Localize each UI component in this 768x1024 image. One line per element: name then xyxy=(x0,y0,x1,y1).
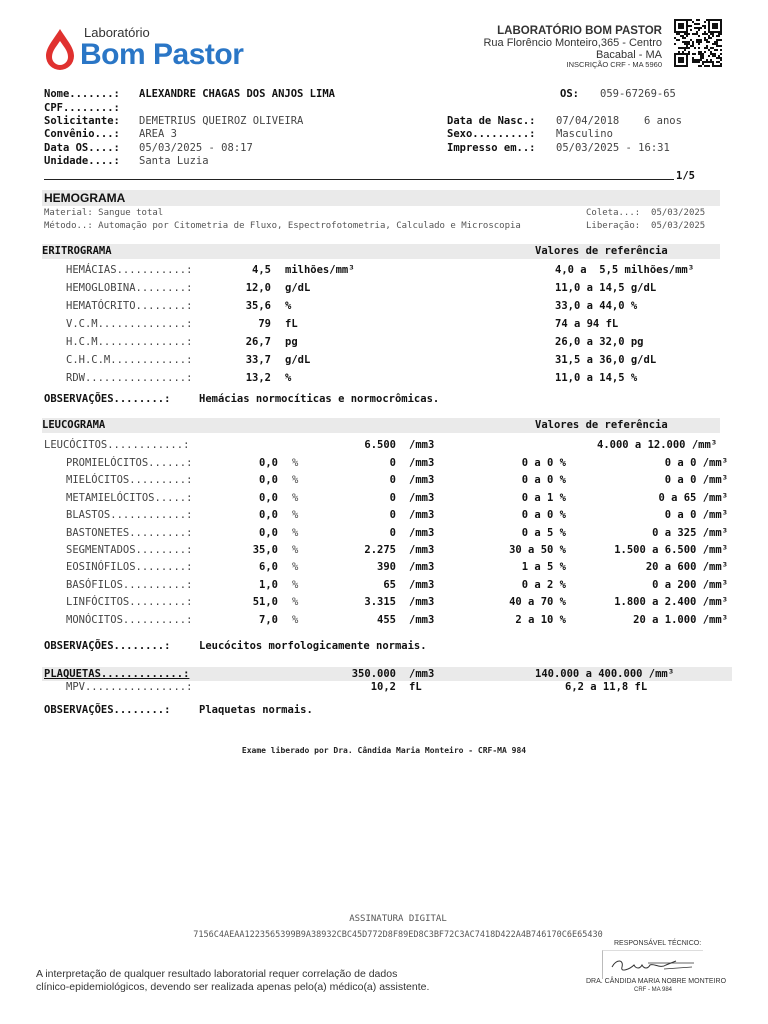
row-pct-unit: % xyxy=(292,474,299,487)
row-pct-unit: % xyxy=(292,526,299,539)
row-label: C.H.C.M............: xyxy=(66,354,193,366)
row-unit: fL xyxy=(285,318,298,330)
row-ref-abs: 0 a 0 /mm³ xyxy=(664,509,728,522)
row-abs: 65 xyxy=(383,578,396,591)
footer-line-1: A interpretação de qualquer resultado laboratorial requer correlação de dados xyxy=(36,968,398,980)
row-pct-unit: % xyxy=(292,509,299,522)
row-unit: milhões/mm³ xyxy=(285,264,355,276)
eritrograma-obs: Hemácias normocíticas e normocrômicas. xyxy=(199,393,440,405)
row-abs-unit: /mm3 xyxy=(409,474,435,487)
row-label: RDW................: xyxy=(66,372,193,384)
signature-title: ASSINATURA DIGITAL xyxy=(349,914,447,924)
row-label: MONÓCITOS..........: xyxy=(66,613,193,626)
row-label: PROMIELÓCITOS......: xyxy=(66,457,193,469)
row-abs-unit: /mm3 xyxy=(409,526,435,539)
row-pct: 6,0 xyxy=(259,561,278,574)
row-ref-pct: 1 a 5 % xyxy=(521,561,566,574)
convenio-label: Convênio...: xyxy=(44,128,120,140)
row-abs: 0 xyxy=(389,509,396,522)
row-unit: pg xyxy=(285,336,298,348)
row-pct: 0,0 xyxy=(259,457,278,469)
unidade: Santa Luzia xyxy=(139,155,209,167)
cpf-label: CPF........: xyxy=(44,102,120,114)
row-abs: 0 xyxy=(389,491,396,504)
row-pct: 7,0 xyxy=(259,613,278,626)
convenio: AREA 3 xyxy=(139,128,177,140)
row-pct-unit: % xyxy=(292,544,299,556)
impresso: 05/03/2025 - 16:31 xyxy=(556,142,670,154)
leucograma-ref-header: Valores de referência xyxy=(535,419,668,431)
plaquetas-ref: 140.000 a 400.000 /mm³ xyxy=(535,668,675,680)
nasc-label: Data de Nasc.: xyxy=(447,115,536,127)
row-pct-unit: % xyxy=(292,561,299,574)
leucocitos-label: LEUCÓCITOS............: xyxy=(44,439,190,451)
lab-name: LABORATÓRIO BOM PASTOR xyxy=(497,25,662,37)
row-pct-unit: % xyxy=(292,596,299,609)
row-pct-unit: % xyxy=(292,491,299,504)
row-abs-unit: /mm3 xyxy=(409,578,435,591)
row-label: HEMATÓCRITO........: xyxy=(66,300,193,312)
row-abs-unit: /mm3 xyxy=(409,491,435,504)
signature-hash: 7156C4AEAA1223565399B9A38932CBC45D772D8F89ED8C3BF72C3AC7418D422A4B746170C6E65430 xyxy=(193,930,603,940)
sexo-label: Sexo.........: xyxy=(447,128,536,140)
row-pct: 0,0 xyxy=(259,491,278,504)
lab-crf: INSCRIÇÃO CRF - MA 5960 xyxy=(566,60,662,69)
drop-icon xyxy=(44,27,76,71)
row-ref: 11,0 a 14,5 % xyxy=(555,372,638,384)
row-label: HEMOGLOBINA........: xyxy=(66,282,193,294)
row-abs: 455 xyxy=(377,613,396,626)
row-label: HEMÁCIAS...........: xyxy=(66,264,193,276)
data-os-label: Data OS....: xyxy=(44,142,120,154)
eritrograma-title: ERITROGRAMA xyxy=(42,245,112,257)
sexo: Masculino xyxy=(556,128,613,140)
row-pct: 1,0 xyxy=(259,578,278,591)
row-ref-abs: 1.500 a 6.500 /mm³ xyxy=(614,544,728,556)
row-ref-abs: 20 a 1.000 /mm³ xyxy=(633,613,728,626)
solicitante: DEMETRIUS QUEIROZ OLIVEIRA xyxy=(139,115,304,127)
row-unit: % xyxy=(285,300,292,312)
mpv-ref: 6,2 a 11,8 fL xyxy=(565,681,648,693)
row-value: 33,7 xyxy=(245,354,271,366)
row-ref-pct: 0 a 0 % xyxy=(521,457,566,469)
name-label: Nome.......: xyxy=(44,88,120,100)
mpv-value: 10,2 xyxy=(370,681,396,693)
row-ref-abs: 0 a 0 /mm³ xyxy=(664,457,728,469)
row-label: BLASTOS............: xyxy=(66,509,193,522)
divider xyxy=(44,179,674,180)
release-note: Exame liberado por Dra. Cândida Maria Monteiro - CRF-MA 984 xyxy=(241,746,527,755)
row-value: 13,2 xyxy=(245,372,271,384)
row-abs: 2.275 xyxy=(364,544,396,556)
resp-name: DRA. CÂNDIDA MARIA NOBRE MONTEIRO xyxy=(586,978,727,985)
row-ref-pct: 2 a 10 % xyxy=(515,613,566,626)
patient-name: ALEXANDRE CHAGAS DOS ANJOS LIMA xyxy=(139,88,335,100)
row-ref: 26,0 a 32,0 pg xyxy=(555,336,644,348)
row-ref-pct: 0 a 5 % xyxy=(521,526,566,539)
row-ref-pct: 0 a 2 % xyxy=(521,578,566,591)
leucocitos-unit: /mm3 xyxy=(409,439,435,451)
row-pct: 0,0 xyxy=(259,474,278,487)
row-value: 35,6 xyxy=(245,300,271,312)
row-ref: 4,0 a 5,5 milhões/mm³ xyxy=(555,264,695,276)
plaquetas-obs-label: OBSERVAÇÕES........: xyxy=(44,704,171,716)
row-abs: 3.315 xyxy=(364,596,396,609)
row-ref-pct: 0 a 0 % xyxy=(521,509,566,522)
row-abs-unit: /mm3 xyxy=(409,561,435,574)
row-abs-unit: /mm3 xyxy=(409,457,435,469)
row-ref-pct: 0 a 1 % xyxy=(521,491,566,504)
row-abs-unit: /mm3 xyxy=(409,544,435,556)
row-ref-pct: 40 a 70 % xyxy=(509,596,566,609)
page-number: 1/5 xyxy=(676,170,695,182)
leucocitos-ref: 4.000 a 12.000 /mm³ xyxy=(597,439,718,451)
row-label: SEGMENTADOS........: xyxy=(66,544,193,556)
plaquetas-obs: Plaquetas normais. xyxy=(199,704,313,716)
liberacao: Liberação: 05/03/2025 xyxy=(586,221,706,231)
exam-title: HEMOGRAMA xyxy=(44,191,126,205)
handwritten-signature-icon xyxy=(608,953,698,975)
age: 6 anos xyxy=(644,115,682,127)
row-label: EOSINÓFILOS........: xyxy=(66,561,193,574)
row-ref: 31,5 a 36,0 g/dL xyxy=(555,354,657,366)
row-value: 79 xyxy=(258,318,271,330)
row-value: 26,7 xyxy=(245,336,271,348)
data-os: 05/03/2025 - 08:17 xyxy=(139,142,253,154)
row-abs-unit: /mm3 xyxy=(409,509,435,522)
resp-crf: CRF - MA 984 xyxy=(634,987,673,993)
metodo: Método..: Automação por Citometria de Fluxo, Espectrofotometria, Calculado e Microscopia xyxy=(44,221,521,231)
row-ref-pct: 30 a 50 % xyxy=(509,544,566,556)
row-ref-abs: 0 a 65 /mm³ xyxy=(658,491,728,504)
row-unit: g/dL xyxy=(285,282,311,294)
row-label: LINFÓCITOS.........: xyxy=(66,596,193,609)
row-pct: 0,0 xyxy=(259,526,278,539)
material: Material: Sangue total xyxy=(44,208,164,218)
row-pct: 0,0 xyxy=(259,509,278,522)
row-label: METAMIELÓCITOS.....: xyxy=(66,491,193,504)
lab-address: Rua Florêncio Monteiro,365 - Centro xyxy=(483,37,662,49)
plaquetas-value: 350.000 xyxy=(351,668,396,680)
os-label: OS: xyxy=(560,88,579,100)
row-pct: 35,0 xyxy=(252,544,278,556)
row-label: BASÓFILOS..........: xyxy=(66,578,193,591)
row-ref-abs: 0 a 0 /mm³ xyxy=(664,474,728,487)
leucograma-obs-label: OBSERVAÇÕES........: xyxy=(44,640,171,652)
plaquetas-unit: /mm3 xyxy=(409,668,435,680)
impresso-label: Impresso em..: xyxy=(447,142,536,154)
row-abs-unit: /mm3 xyxy=(409,596,435,609)
row-abs: 0 xyxy=(389,526,396,539)
leucograma-title: LEUCOGRAMA xyxy=(42,419,106,431)
row-pct-unit: % xyxy=(292,613,299,626)
row-label: V.C.M..............: xyxy=(66,318,193,330)
row-pct: 51,0 xyxy=(252,596,278,609)
row-label: BASTONETES.........: xyxy=(66,526,193,539)
row-pct-unit: % xyxy=(292,457,299,469)
row-ref: 33,0 a 44,0 % xyxy=(555,300,638,312)
unidade-label: Unidade....: xyxy=(44,155,120,167)
leucocitos-value: 6.500 xyxy=(364,439,396,451)
row-unit: % xyxy=(285,372,292,384)
row-abs: 0 xyxy=(389,457,396,469)
row-abs: 0 xyxy=(389,474,396,487)
row-ref-pct: 0 a 0 % xyxy=(521,474,566,487)
row-value: 12,0 xyxy=(245,282,271,294)
mpv-unit: fL xyxy=(409,681,422,693)
logo-title: Bom Pastor xyxy=(80,38,244,71)
row-unit: g/dL xyxy=(285,354,311,366)
row-ref-abs: 20 a 600 /mm³ xyxy=(645,561,728,574)
row-ref-abs: 0 a 325 /mm³ xyxy=(652,526,728,539)
eritrograma-ref-header: Valores de referência xyxy=(535,245,668,257)
row-ref: 11,0 a 14,5 g/dL xyxy=(555,282,657,294)
row-pct-unit: % xyxy=(292,578,299,591)
resp-label: RESPONSÁVEL TÉCNICO: xyxy=(614,940,702,947)
lab-city: Bacabal - MA xyxy=(595,49,662,61)
coleta: Coleta...: 05/03/2025 xyxy=(586,208,706,218)
row-ref: 74 a 94 fL xyxy=(555,318,619,330)
birth-date: 07/04/2018 xyxy=(556,115,620,127)
row-abs: 390 xyxy=(377,561,396,574)
row-ref-abs: 0 a 200 /mm³ xyxy=(652,578,728,591)
logo-small-text: Laboratório xyxy=(84,25,150,40)
eritrograma-obs-label: OBSERVAÇÕES........: xyxy=(44,393,171,405)
row-ref-abs: 1.800 a 2.400 /mm³ xyxy=(614,596,728,609)
os-number: 059-67269-65 xyxy=(600,88,676,100)
leucograma-obs: Leucócitos morfologicamente normais. xyxy=(199,640,427,652)
footer-line-2: clínico-epidemiológicos, devendo ser realizada apenas pelo(a) médico(a) assistente. xyxy=(36,981,430,993)
row-value: 4,5 xyxy=(252,264,271,276)
solicitante-label: Solicitante: xyxy=(44,115,120,127)
qr-code-icon xyxy=(674,19,722,67)
mpv-label: MPV................: xyxy=(66,681,193,693)
row-abs-unit: /mm3 xyxy=(409,613,435,626)
plaquetas-label: PLAQUETAS.............: xyxy=(44,668,190,680)
exam-title-bar xyxy=(42,190,720,206)
row-label: H.C.M..............: xyxy=(66,336,193,348)
row-label: MIELÓCITOS.........: xyxy=(66,474,193,487)
